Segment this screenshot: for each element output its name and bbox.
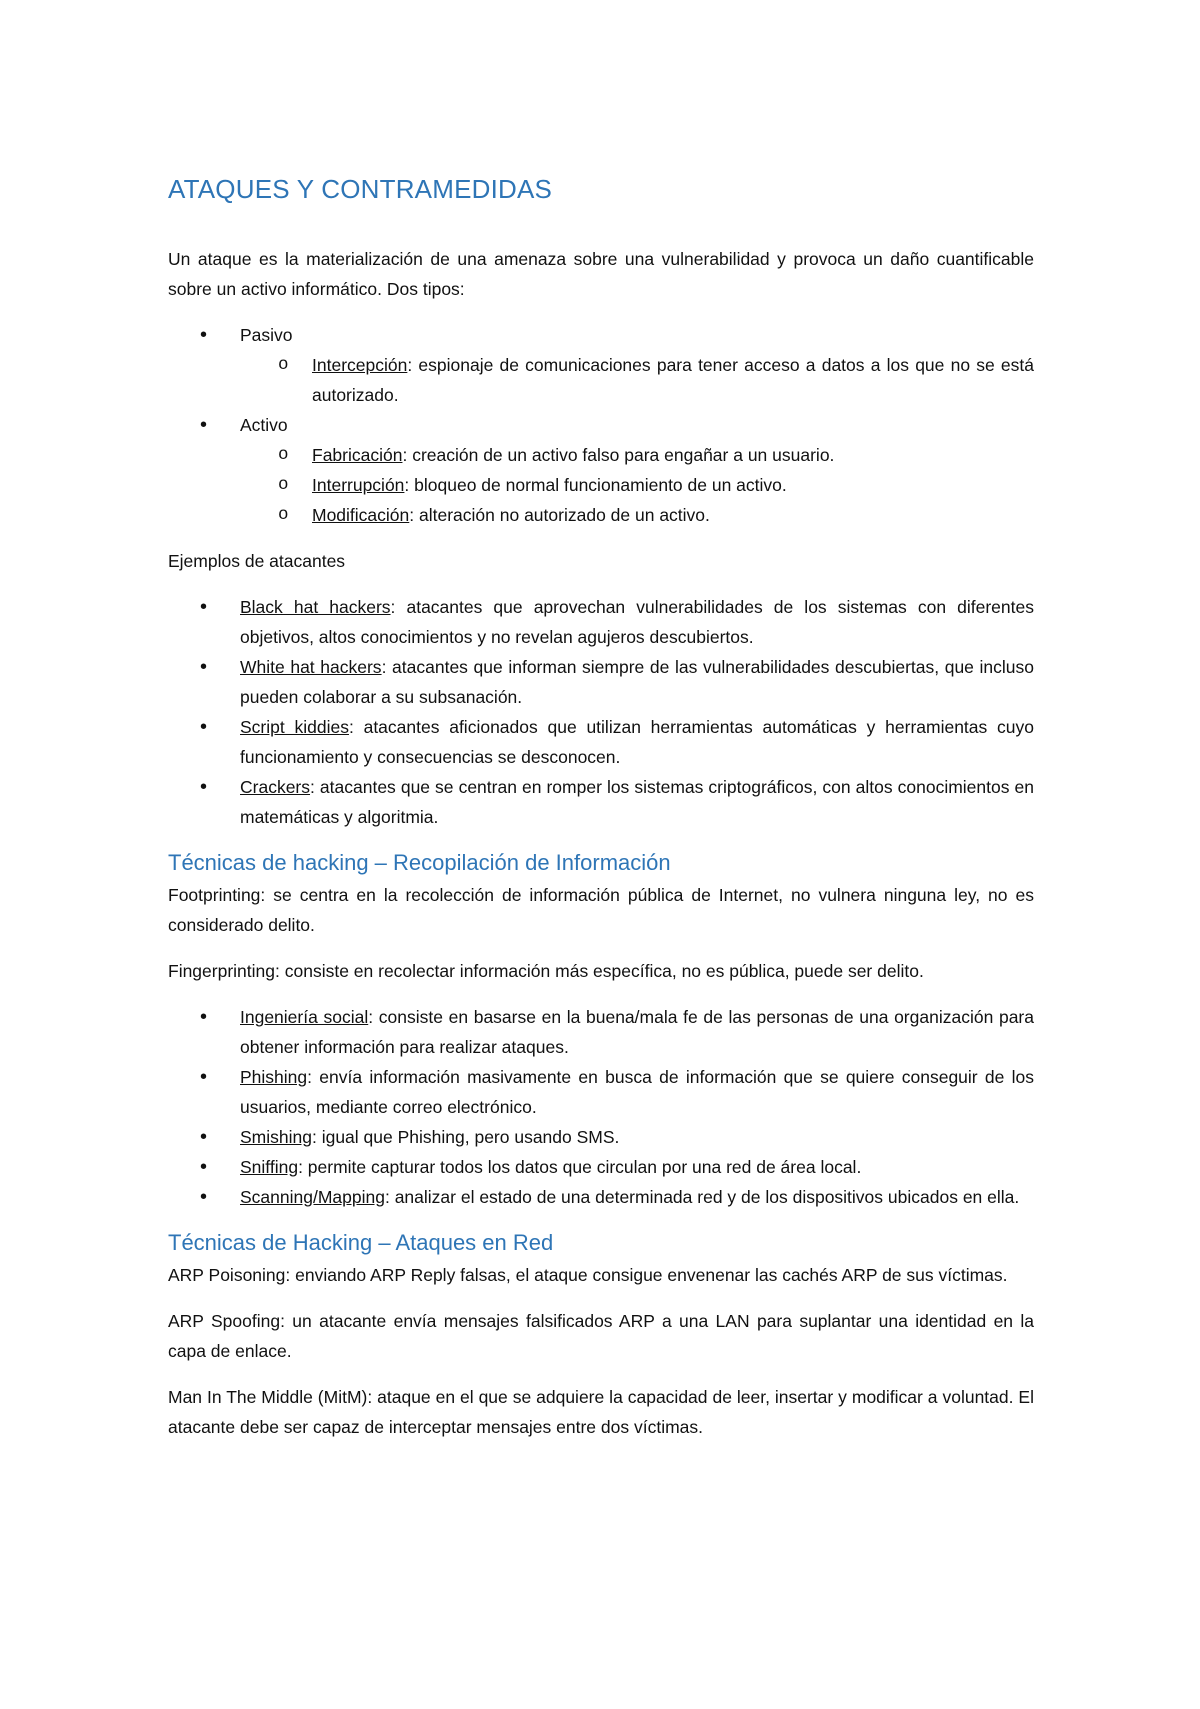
intro-paragraph: Un ataque es la materialización de una amenaza sobre una vulnerabilidad y provoca un daño cuantificable sobre un activo informático. Dos tipos: — [168, 249, 1034, 299]
list-item — [168, 1002, 1034, 1062]
type-label: Pasivo — [240, 325, 293, 345]
definition: : envía información masivamente en busca de información que se quiere conseguir de los usuarios, mediante correo electrónico. — [240, 1067, 1034, 1117]
paragraph-fingerprinting: Fingerprinting: consiste en recolectar información más específica, no es pública, puede ser delito. — [168, 961, 924, 981]
list-item-pasivo — [168, 320, 1034, 410]
list-item — [168, 1122, 1034, 1152]
document-title: ATAQUES Y CONTRAMEDIDAS — [168, 174, 553, 204]
activo-sublist — [240, 440, 1034, 530]
term: Phishing — [240, 1067, 308, 1087]
list-item — [168, 712, 1034, 772]
term: Scanning/Mapping — [240, 1187, 385, 1207]
type-label: Activo — [240, 415, 288, 435]
definition: : igual que Phishing, pero usando SMS. — [311, 1127, 620, 1147]
definition: : atacantes aficionados que utilizan herramientas automáticas y herramientas cuyo funcionamiento y consecuencias se desconocen. — [240, 717, 1034, 767]
section-heading-recopilacion: Técnicas de hacking – Recopilación de Información — [168, 850, 671, 875]
list-item — [168, 592, 1034, 652]
term: Script kiddies — [240, 717, 349, 737]
term: Smishing — [240, 1127, 312, 1147]
list-item — [168, 1062, 1034, 1122]
term: Crackers — [240, 777, 311, 797]
term: White hat hackers — [240, 657, 382, 677]
definition: : analizar el estado de una determinada red y de los dispositivos ubicados en ella. — [384, 1187, 1020, 1207]
term: Modificación — [312, 505, 410, 525]
term: Interrupción — [312, 475, 405, 495]
list-item — [168, 772, 1034, 832]
definition: : atacantes que se centran en romper los sistemas criptográficos, con altos conocimientos en matemáticas y algoritmia. — [240, 777, 1034, 827]
definition: : alteración no autorizado de un activo. — [409, 505, 710, 525]
definition: : bloqueo de normal funcionamiento de un activo. — [404, 475, 787, 495]
list-item — [168, 652, 1034, 712]
section-heading-ataques-red: Técnicas de Hacking – Ataques en Red — [168, 1230, 554, 1255]
paragraph-footprinting: Footprinting: se centra en la recolección de información pública de Internet, no vulnera ninguna ley, no es considerado delito. — [168, 885, 1034, 935]
term: Fabricación — [312, 445, 403, 465]
attackers-heading: Ejemplos de atacantes — [168, 551, 346, 571]
document-page — [168, 150, 1034, 1458]
list-item — [240, 500, 1034, 530]
paragraph-arp-poisoning: ARP Poisoning: enviando ARP Reply falsas, el ataque consigue envenenar las cachés ARP de sus víctimas. — [168, 1265, 1008, 1285]
definition: : consiste en basarse en la buena/mala fe de las personas de una organización para obtener información para realizar ataques. — [240, 1007, 1034, 1057]
list-item-activo — [168, 410, 1034, 530]
term: Sniffing — [240, 1157, 299, 1177]
techniques-list — [168, 1002, 1034, 1212]
paragraph-mitm: Man In The Middle (MitM): ataque en el que se adquiere la capacidad de leer, insertar y modificar a voluntad. El atacante debe ser capaz de interceptar mensajes entre dos víctimas. — [168, 1387, 1034, 1437]
list-item — [240, 470, 1034, 500]
term: Intercepción — [312, 355, 408, 375]
list-item — [240, 350, 1034, 410]
term: Ingeniería social — [240, 1007, 369, 1027]
list-item — [168, 1152, 1034, 1182]
definition: : atacantes que informan siempre de las vulnerabilidades descubiertas, que incluso pueden colaborar a su subsanación. — [240, 657, 1034, 707]
paragraph-arp-spoofing: ARP Spoofing: un atacante envía mensajes falsificados ARP a una LAN para suplantar una identidad en la capa de enlace. — [168, 1311, 1034, 1361]
definition: : atacantes que aprovechan vulnerabilidades de los sistemas con diferentes objetivos, altos conocimientos y no revelan agujeros descubiertos. — [240, 597, 1034, 647]
term: Black hat hackers — [240, 597, 391, 617]
list-item — [240, 440, 1034, 470]
pasivo-sublist — [240, 350, 1034, 410]
attack-types-list — [168, 320, 1034, 530]
list-item — [168, 1182, 1034, 1212]
definition: : espionaje de comunicaciones para tener acceso a datos a los que no se está autorizado. — [312, 355, 1034, 405]
definition: : permite capturar todos los datos que circulan por una red de área local. — [298, 1157, 862, 1177]
attackers-list — [168, 592, 1034, 832]
definition: : creación de un activo falso para engañar a un usuario. — [402, 445, 835, 465]
